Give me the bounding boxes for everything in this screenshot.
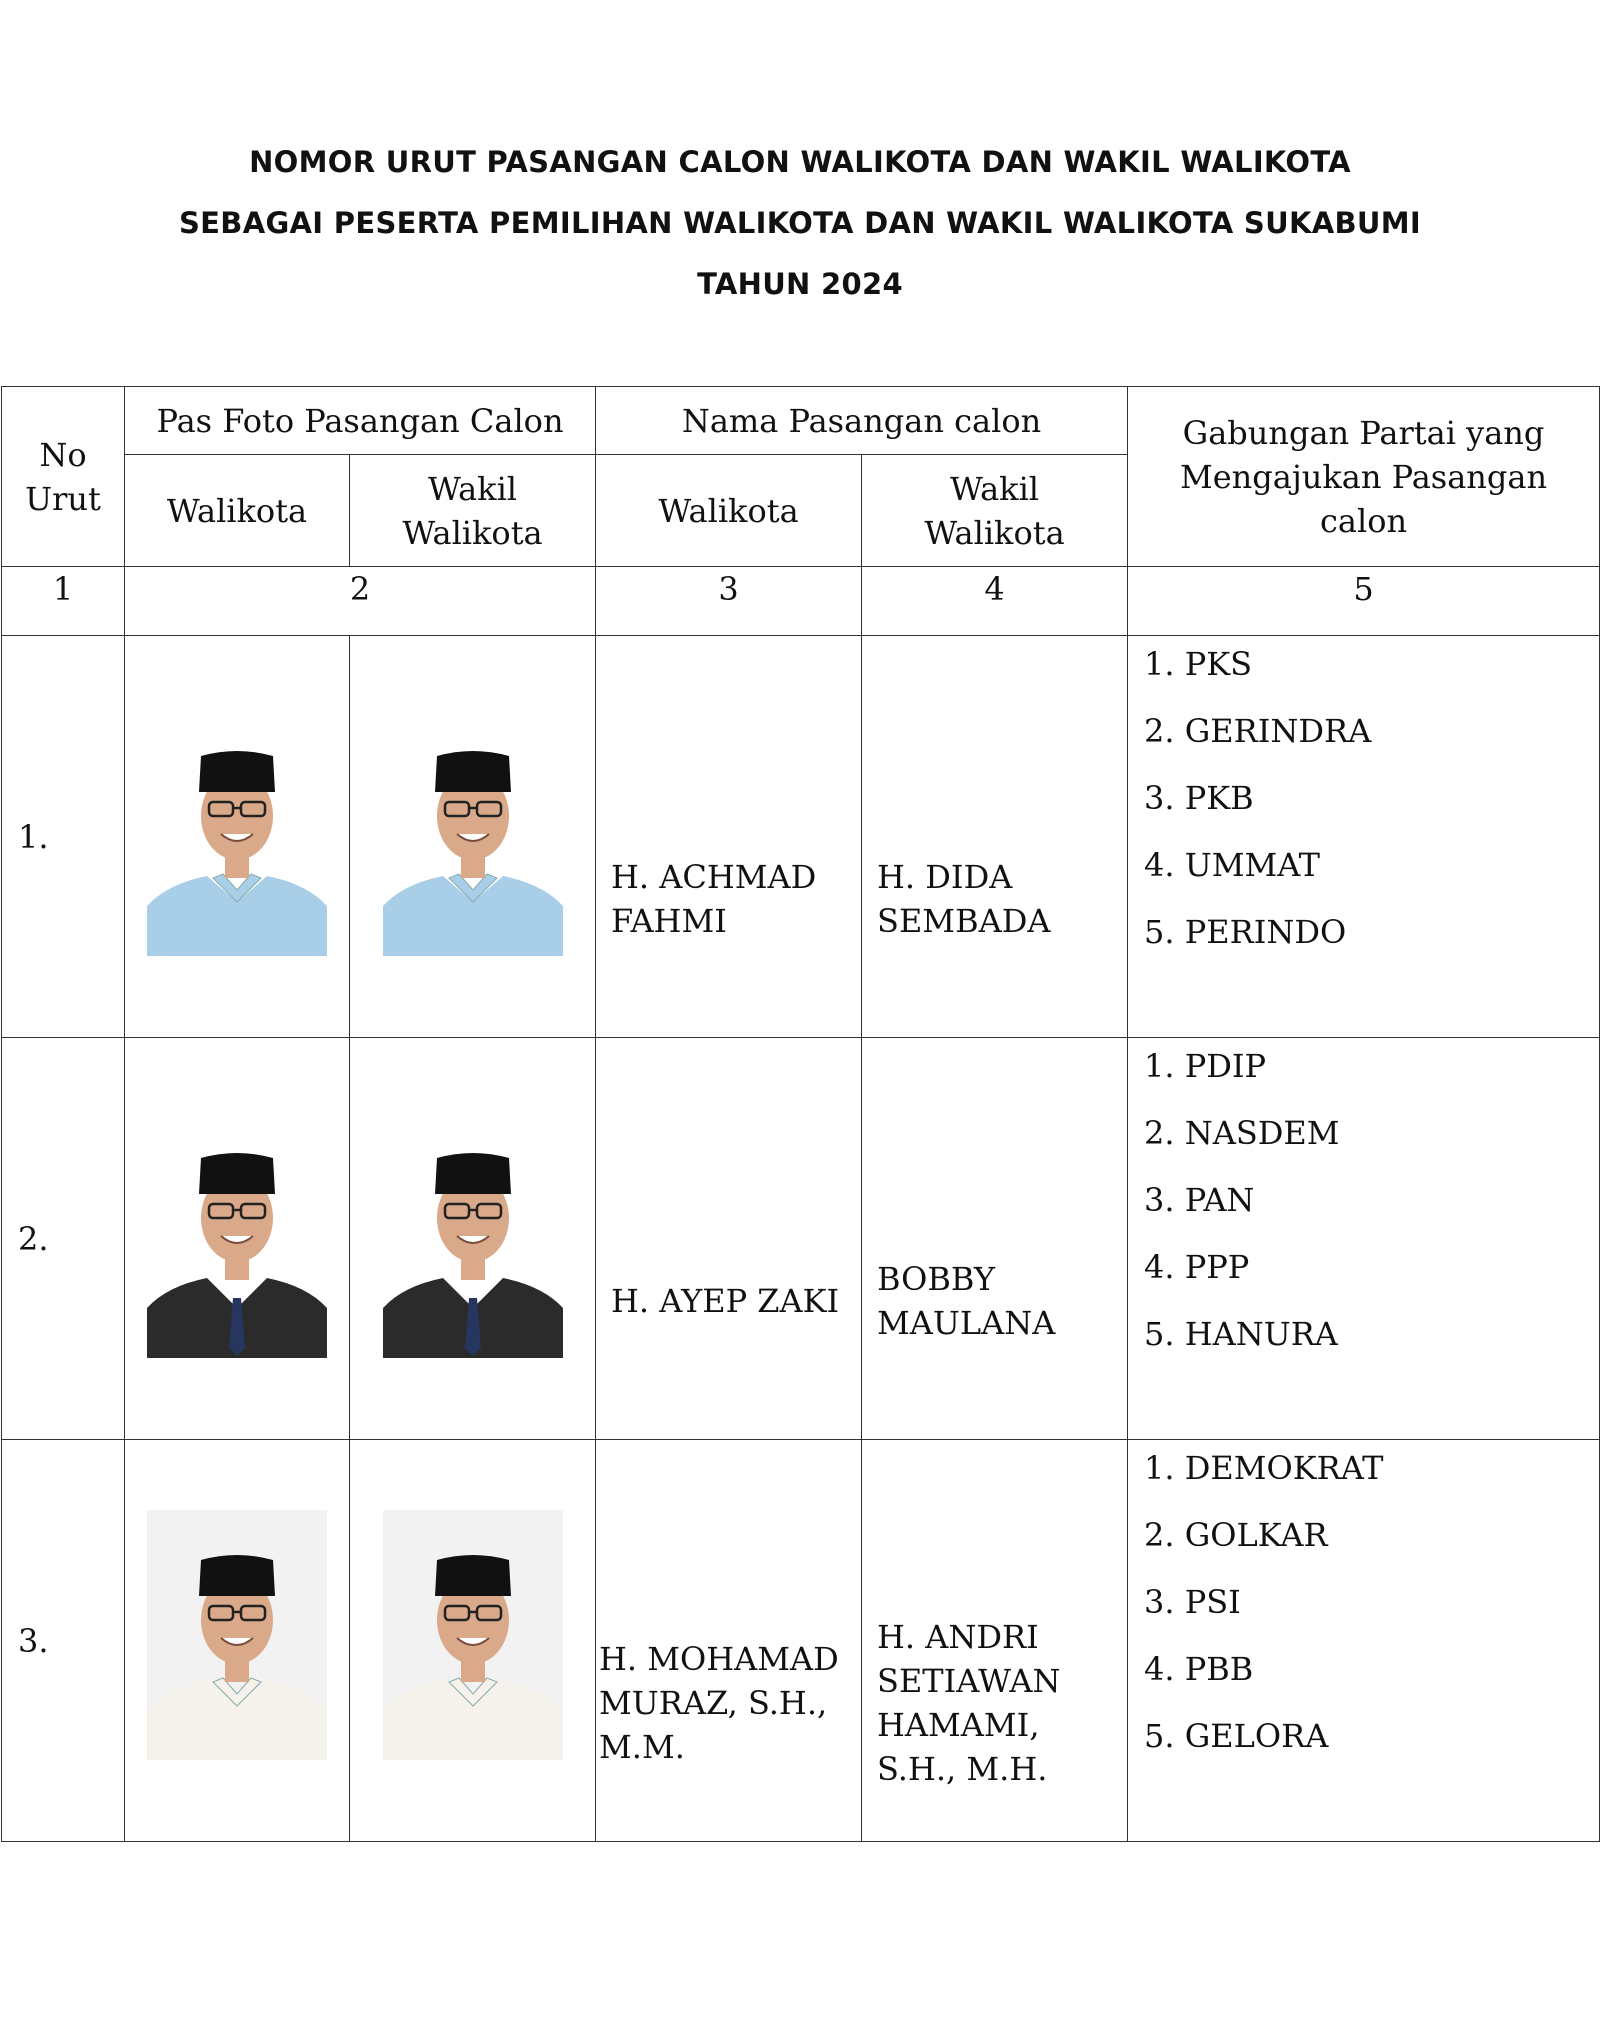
party-list	[1128, 1440, 1599, 1781]
header-gabungan-partai: Gabungan Partai yang Mengajukan Pasangan calon	[1128, 387, 1600, 567]
candidate-number: 2.	[2, 1038, 125, 1440]
photo-wakil-cell	[350, 636, 596, 1038]
photo-walikota-cell	[125, 1440, 350, 1842]
candidate-photo-wakil	[383, 1108, 563, 1358]
candidate-row	[2, 1038, 1600, 1440]
header-nama-wakil: Wakil Walikota	[862, 455, 1128, 567]
photo-walikota-cell	[125, 636, 350, 1038]
party-item: 3. PSI	[1144, 1583, 1241, 1621]
party-list	[1128, 1038, 1599, 1379]
party-item: 1. PKS	[1144, 645, 1253, 683]
party-item: 5. PERINDO	[1144, 913, 1347, 951]
candidate-row	[2, 1440, 1600, 1842]
candidate-table	[1, 386, 1600, 1842]
party-item: 1. PDIP	[1144, 1047, 1267, 1085]
candidate-row	[2, 636, 1600, 1038]
party-item: 2. NASDEM	[1144, 1114, 1340, 1152]
header-foto-wakil: Wakil Walikota	[350, 455, 596, 567]
party-cell	[1128, 636, 1600, 1038]
col-number-3: 3	[596, 567, 862, 636]
party-item: 1. DEMOKRAT	[1144, 1449, 1384, 1487]
title-line-1: NOMOR URUT PASANGAN CALON WALIKOTA DAN WAKIL WALIKOTA	[249, 145, 1351, 179]
photo-wakil-cell	[350, 1440, 596, 1842]
party-cell	[1128, 1038, 1600, 1440]
col-number-2: 2	[125, 567, 596, 636]
column-number-row	[2, 567, 1600, 636]
header-nama-walikota: Walikota	[596, 455, 862, 567]
candidate-photo-walikota	[147, 1108, 327, 1358]
walikota-name: H. ACHMAD FAHMI	[596, 636, 862, 1038]
header-nama-pasangan: Nama Pasangan calon	[596, 387, 1128, 455]
photo-walikota-cell	[125, 1038, 350, 1440]
party-item: 4. PBB	[1144, 1650, 1254, 1688]
col-number-1: 1	[2, 567, 125, 636]
candidate-number: 1.	[2, 636, 125, 1038]
col-number-5: 5	[1128, 567, 1600, 636]
wakil-name: H. DIDA SEMBADA	[862, 636, 1128, 1038]
party-item: 5. GELORA	[1144, 1717, 1329, 1755]
wakil-name: BOBBY MAULANA	[862, 1038, 1128, 1440]
header-pas-foto: Pas Foto Pasangan Calon	[125, 387, 596, 455]
party-item: 4. PPP	[1144, 1248, 1250, 1286]
candidate-photo-wakil	[383, 1510, 563, 1760]
party-item: 2. GERINDRA	[1144, 712, 1372, 750]
candidate-rows	[2, 636, 1600, 1842]
title-line-3: TAHUN 2024	[697, 267, 903, 301]
header-foto-walikota: Walikota	[125, 455, 350, 567]
wakil-name: H. ANDRI SETIAWAN HAMAMI, S.H., M.H.	[862, 1440, 1128, 1842]
photo-wakil-cell	[350, 1038, 596, 1440]
candidate-photo-walikota	[147, 706, 327, 956]
candidate-number: 3.	[2, 1440, 125, 1842]
col-number-4: 4	[862, 567, 1128, 636]
walikota-name: H. MOHAMAD MURAZ, S.H., M.M.	[596, 1440, 862, 1842]
walikota-name: H. AYEP ZAKI	[596, 1038, 862, 1440]
party-item: 4. UMMAT	[1144, 846, 1320, 884]
party-item: 5. HANURA	[1144, 1315, 1338, 1353]
candidate-photo-wakil	[383, 706, 563, 956]
party-cell	[1128, 1440, 1600, 1842]
header-no-urut: No Urut	[2, 387, 125, 567]
title-line-2: SEBAGAI PESERTA PEMILIHAN WALIKOTA DAN WAKIL WALIKOTA SUKABUMI	[179, 206, 1421, 240]
party-item: 3. PKB	[1144, 779, 1254, 817]
document-title	[0, 132, 1600, 315]
party-item: 2. GOLKAR	[1144, 1516, 1328, 1554]
party-list	[1128, 636, 1599, 977]
candidate-photo-walikota	[147, 1510, 327, 1760]
party-item: 3. PAN	[1144, 1181, 1255, 1219]
